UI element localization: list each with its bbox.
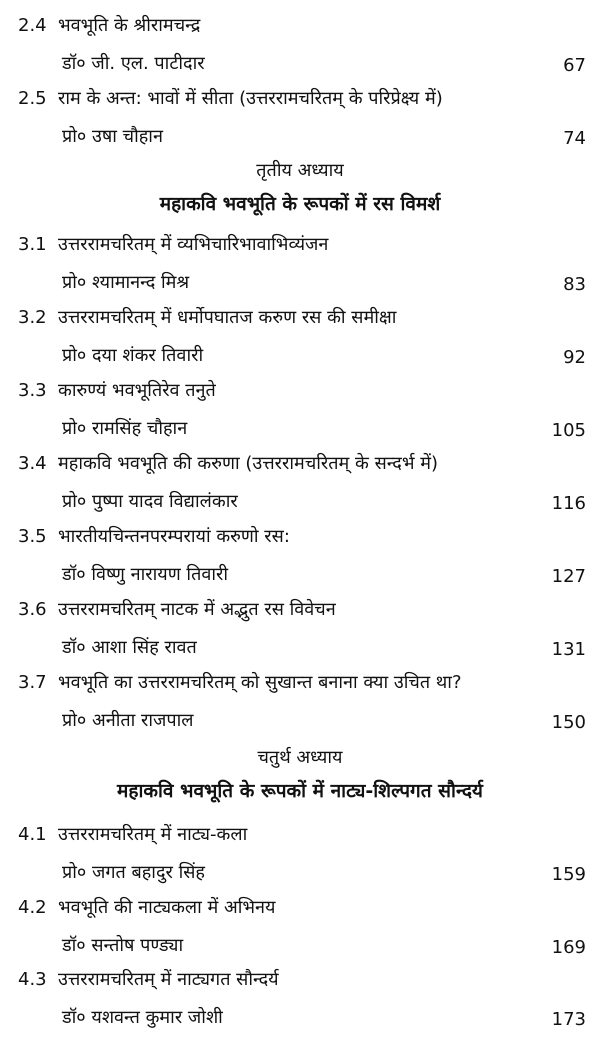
entry-number: 3.6 [18, 599, 47, 620]
entry-title: कारुण्यं भवभूतिरेव तनुते [58, 380, 216, 401]
entry-page-number: 67 [563, 55, 586, 76]
entry-number: 3.3 [18, 380, 47, 401]
entry-author: प्रो० श्यामानन्द मिश्र [62, 272, 190, 293]
entry-page-number: 127 [551, 566, 586, 587]
entry-author: प्रो० जगत बहादुर सिंह [62, 862, 205, 883]
entry-title: उत्तररामचरितम् में धर्मोपघातज करुण रस की समीक्षा [58, 307, 397, 328]
entry-author: प्रो० पुष्पा यादव विद्यालंकार [62, 491, 238, 512]
entry-page-number: 150 [551, 712, 586, 733]
toc-entry [0, 671, 600, 741]
entry-title: भवभूति का उत्तररामचरितम् को सुखान्त बनाना क्या उचित था? [58, 672, 462, 693]
entry-page-number: 173 [551, 1009, 586, 1030]
entry-author: डॉ० जी. एल. पाटीदार [62, 53, 205, 74]
toc-entry [0, 823, 600, 893]
entry-title: राम के अन्त: भावों में सीता (उत्तररामचरितम् के परिप्रेक्ष्य में) [58, 88, 443, 109]
entry-number: 2.4 [18, 15, 47, 36]
entry-number: 3.7 [18, 672, 47, 693]
entry-page-number: 159 [551, 864, 586, 885]
entry-title: उत्तररामचरितम् में व्यभिचारिभावाभिव्यंजन [58, 234, 329, 255]
chapter-title: महाकवि भवभूति के रूपकों में रस विमर्श [159, 193, 441, 215]
entry-page-number: 74 [563, 128, 586, 149]
toc-entry [0, 598, 600, 668]
chapter-title: महाकवि भवभूति के रूपकों में नाट्य-शिल्पगत सौन्दर्य [117, 780, 483, 802]
toc-entry [0, 233, 600, 303]
entry-author: डॉ० आशा सिंह रावत [62, 637, 197, 658]
entry-page-number: 105 [551, 420, 586, 441]
entry-author: प्रो० दया शंकर तिवारी [62, 345, 204, 366]
toc-entry [0, 306, 600, 376]
toc-entry [0, 896, 600, 966]
chapter-heading [0, 158, 600, 218]
entry-number: 4.2 [18, 897, 47, 918]
entry-title: उत्तररामचरितम् में नाट्यगत सौन्दर्य [58, 969, 279, 990]
entry-page-number: 92 [563, 347, 586, 368]
toc-entry [0, 452, 600, 522]
entry-author: डॉ० विष्णु नारायण तिवारी [62, 564, 229, 585]
entry-number: 2.5 [18, 88, 47, 109]
chapter-label: तृतीय अध्याय [256, 160, 344, 181]
entry-number: 3.2 [18, 307, 47, 328]
entry-page-number: 83 [563, 274, 586, 295]
entry-number: 3.1 [18, 234, 47, 255]
toc-entry [0, 14, 600, 84]
entry-page-number: 116 [551, 493, 586, 514]
entry-author: डॉ० यशवन्त कुमार जोशी [62, 1007, 223, 1028]
entry-title: उत्तररामचरितम् नाटक में अद्भुत रस विवेचन [58, 599, 336, 620]
toc-entry [0, 968, 600, 1038]
toc-entry [0, 525, 600, 595]
entry-author: प्रो० रामसिंह चौहान [62, 418, 188, 439]
chapter-heading [0, 745, 600, 805]
entry-number: 4.3 [18, 969, 47, 990]
entry-author: प्रो० उषा चौहान [62, 126, 163, 147]
entry-page-number: 131 [551, 639, 586, 660]
entry-title: भवभूति के श्रीरामचन्द्र [58, 15, 201, 36]
entry-number: 3.5 [18, 526, 47, 547]
toc-entry [0, 87, 600, 157]
entry-title: भारतीयचिन्तनपरम्परायां करुणो रस: [58, 526, 290, 547]
entry-title: महाकवि भवभूति की करुणा (उत्तररामचरितम् के सन्दर्भ में) [58, 453, 439, 474]
entry-page-number: 169 [551, 937, 586, 958]
entry-number: 3.4 [18, 453, 47, 474]
entry-title: भवभूति की नाट्यकला में अभिनय [58, 897, 276, 918]
toc-entry [0, 379, 600, 449]
entry-author: प्रो० अनीता राजपाल [62, 710, 194, 731]
entry-number: 4.1 [18, 824, 47, 845]
chapter-label: चतुर्थ अध्याय [257, 747, 343, 768]
entry-author: डॉ० सन्तोष पण्ड्या [62, 935, 184, 956]
entry-title: उत्तररामचरितम् में नाट्य-कला [58, 824, 248, 845]
